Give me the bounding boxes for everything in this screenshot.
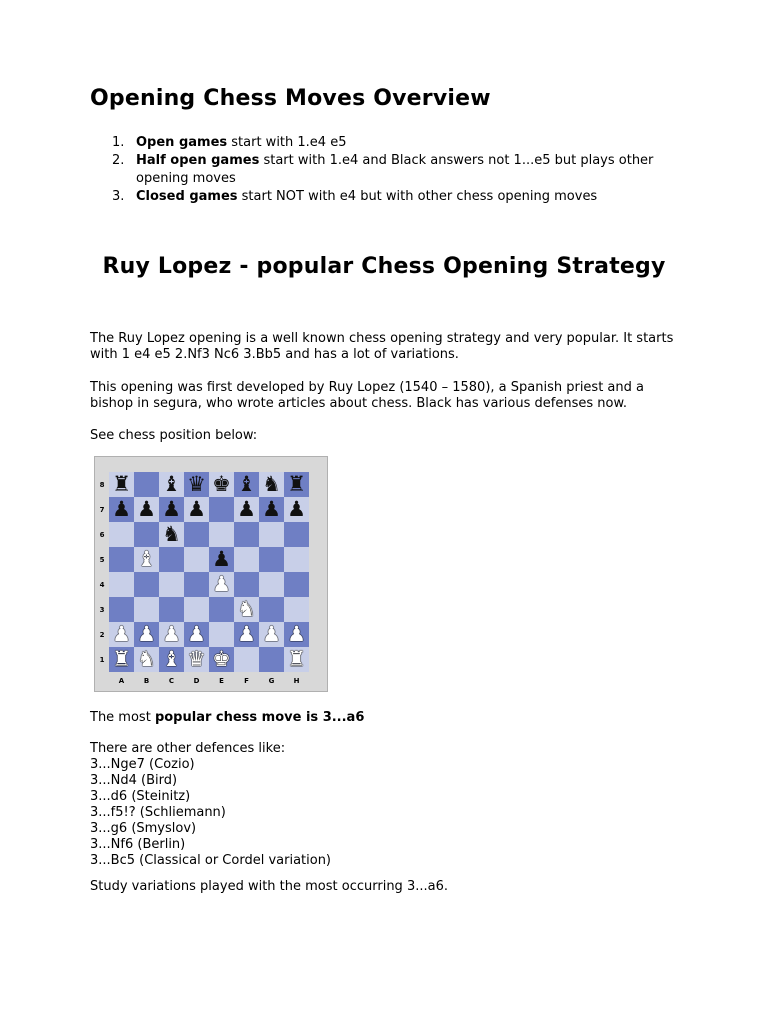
- white-rook-icon: ♜: [112, 647, 131, 671]
- square-f6: [234, 522, 259, 547]
- opening-types-list: [112, 134, 653, 206]
- square-c3: [159, 597, 184, 622]
- black-bishop-icon: ♝: [237, 472, 256, 496]
- list-term: Half open games: [136, 153, 260, 168]
- square-a6: [109, 522, 134, 547]
- list-term: Open games: [136, 135, 228, 150]
- white-pawn-icon: ♟: [237, 622, 256, 646]
- rank-label: 7: [99, 506, 105, 514]
- file-label: F: [244, 677, 249, 685]
- square-f7: [234, 497, 259, 522]
- square-b2: [134, 622, 159, 647]
- square-e4: [209, 572, 234, 597]
- square-f8: [234, 472, 259, 497]
- defences-intro: There are other defences like:: [90, 741, 286, 756]
- square-g6: [259, 522, 284, 547]
- square-e5: [209, 547, 234, 572]
- black-king-icon: ♚: [212, 472, 231, 496]
- square-c8: [159, 472, 184, 497]
- square-c1: [159, 647, 184, 672]
- defence-item: 3...f5!? (Schliemann): [90, 805, 226, 820]
- square-d4: [184, 572, 209, 597]
- square-h2: [284, 622, 309, 647]
- square-e8: [209, 472, 234, 497]
- defence-item: 3...Nge7 (Cozio): [90, 757, 195, 772]
- list-item: [112, 188, 653, 206]
- square-f4: [234, 572, 259, 597]
- white-pawn-icon: ♟: [262, 622, 281, 646]
- black-pawn-icon: ♟: [187, 497, 206, 521]
- rank-label: 3: [99, 606, 105, 614]
- square-e7: [209, 497, 234, 522]
- black-bishop-icon: ♝: [162, 472, 181, 496]
- list-text: start NOT with e4 but with other chess opening moves: [237, 189, 598, 204]
- square-b5: [134, 547, 159, 572]
- square-b4: [134, 572, 159, 597]
- history-paragraph: This opening was first developed by Ruy Lopez (1540 – 1580), a Spanish priest and a bishop in segura, who wrote articles about chess. Black has various defenses now.: [90, 380, 644, 411]
- square-d8: [184, 472, 209, 497]
- rank-label: 1: [99, 656, 105, 664]
- square-a2: [109, 622, 134, 647]
- defence-item: 3...Nd4 (Bird): [90, 773, 178, 788]
- square-g5: [259, 547, 284, 572]
- white-bishop-icon: ♝: [162, 647, 181, 671]
- defence-item: 3...Nf6 (Berlin): [90, 837, 186, 852]
- defence-item: 3...d6 (Steinitz): [90, 789, 191, 804]
- square-a8: [109, 472, 134, 497]
- black-pawn-icon: ♟: [237, 497, 256, 521]
- black-rook-icon: ♜: [287, 472, 306, 496]
- square-h3: [284, 597, 309, 622]
- square-g3: [259, 597, 284, 622]
- white-pawn-icon: ♟: [187, 622, 206, 646]
- square-b6: [134, 522, 159, 547]
- list-number: 2.: [112, 153, 125, 168]
- square-c5: [159, 547, 184, 572]
- square-h7: [284, 497, 309, 522]
- defences-list: [90, 757, 690, 869]
- square-h6: [284, 522, 309, 547]
- white-pawn-icon: ♟: [137, 622, 156, 646]
- white-knight-icon: ♞: [237, 597, 256, 621]
- square-b8: [134, 472, 159, 497]
- square-h4: [284, 572, 309, 597]
- file-label: B: [143, 677, 150, 685]
- white-pawn-icon: ♟: [112, 622, 131, 646]
- square-f2: [234, 622, 259, 647]
- square-h1: [284, 647, 309, 672]
- defence-item: 3...g6 (Smyslov): [90, 821, 197, 836]
- white-knight-icon: ♞: [137, 647, 156, 671]
- square-a4: [109, 572, 134, 597]
- square-c4: [159, 572, 184, 597]
- square-c6: [159, 522, 184, 547]
- file-label: D: [193, 677, 200, 685]
- square-g4: [259, 572, 284, 597]
- black-pawn-icon: ♟: [212, 547, 231, 571]
- square-e2: [209, 622, 234, 647]
- square-d6: [184, 522, 209, 547]
- square-a1: [109, 647, 134, 672]
- list-number: 1.: [112, 135, 125, 150]
- file-label: C: [168, 677, 175, 685]
- square-c2: [159, 622, 184, 647]
- square-f5: [234, 547, 259, 572]
- square-g2: [259, 622, 284, 647]
- white-queen-icon: ♛: [187, 647, 206, 671]
- black-pawn-icon: ♟: [137, 497, 156, 521]
- list-item: [112, 134, 653, 152]
- rank-label: 2: [99, 631, 105, 639]
- white-pawn-icon: ♟: [287, 622, 306, 646]
- square-a5: [109, 547, 134, 572]
- study-note: Study variations played with the most occurring 3...a6.: [90, 879, 448, 894]
- intro-paragraph: The Ruy Lopez opening is a well known chess opening strategy and very popular. It starts with 1 e4 e5 2.Nf3 Nc6 3.Bb5 and has a lot of variations.: [90, 331, 674, 362]
- square-d3: [184, 597, 209, 622]
- rank-label: 6: [99, 531, 105, 539]
- square-b3: [134, 597, 159, 622]
- file-label: H: [293, 677, 300, 685]
- square-e3: [209, 597, 234, 622]
- popular-move: popular chess move is 3...a6: [154, 710, 365, 725]
- popular-move-line: [90, 710, 690, 726]
- black-rook-icon: ♜: [112, 472, 131, 496]
- list-item: [112, 152, 653, 170]
- white-bishop-icon: ♝: [137, 547, 156, 571]
- square-h8: [284, 472, 309, 497]
- rank-label: 5: [99, 556, 105, 564]
- black-pawn-icon: ♟: [112, 497, 131, 521]
- list-item-continuation: opening moves: [136, 171, 236, 186]
- square-e1: [209, 647, 234, 672]
- section-title: Ruy Lopez - popular Chess Opening Strategy: [102, 254, 666, 279]
- rank-label: 8: [99, 481, 105, 489]
- square-b1: [134, 647, 159, 672]
- board-grid: [109, 472, 309, 672]
- list-term: Closed games: [136, 189, 238, 204]
- square-d7: [184, 497, 209, 522]
- square-b7: [134, 497, 159, 522]
- square-g8: [259, 472, 284, 497]
- page-title: Opening Chess Moves Overview: [90, 86, 491, 111]
- square-f3: [234, 597, 259, 622]
- list-text: start with 1.e4 e5: [227, 135, 347, 150]
- rank-label: 4: [99, 581, 105, 589]
- black-knight-icon: ♞: [162, 522, 181, 546]
- square-d1: [184, 647, 209, 672]
- square-f1: [234, 647, 259, 672]
- square-h5: [284, 547, 309, 572]
- defence-item: 3...Bc5 (Classical or Cordel variation): [90, 853, 332, 868]
- file-label: E: [219, 677, 224, 685]
- black-pawn-icon: ♟: [162, 497, 181, 521]
- black-knight-icon: ♞: [262, 472, 281, 496]
- square-g1: [259, 647, 284, 672]
- black-pawn-icon: ♟: [262, 497, 281, 521]
- list-text: start with 1.e4 and Black answers not 1...e5 but plays other: [259, 153, 654, 168]
- file-label: A: [118, 677, 125, 685]
- square-d5: [184, 547, 209, 572]
- square-a3: [109, 597, 134, 622]
- white-pawn-icon: ♟: [212, 572, 231, 596]
- white-pawn-icon: ♟: [162, 622, 181, 646]
- list-number: 3.: [112, 189, 125, 204]
- black-pawn-icon: ♟: [287, 497, 306, 521]
- white-rook-icon: ♜: [287, 647, 306, 671]
- square-a7: [109, 497, 134, 522]
- position-caption: See chess position below:: [90, 428, 258, 443]
- square-d2: [184, 622, 209, 647]
- file-label: G: [268, 677, 275, 685]
- white-king-icon: ♚: [212, 647, 231, 671]
- square-g7: [259, 497, 284, 522]
- black-queen-icon: ♛: [187, 472, 206, 496]
- popular-prefix: The most: [90, 710, 155, 725]
- square-c7: [159, 497, 184, 522]
- chess-board: [94, 456, 328, 692]
- square-e6: [209, 522, 234, 547]
